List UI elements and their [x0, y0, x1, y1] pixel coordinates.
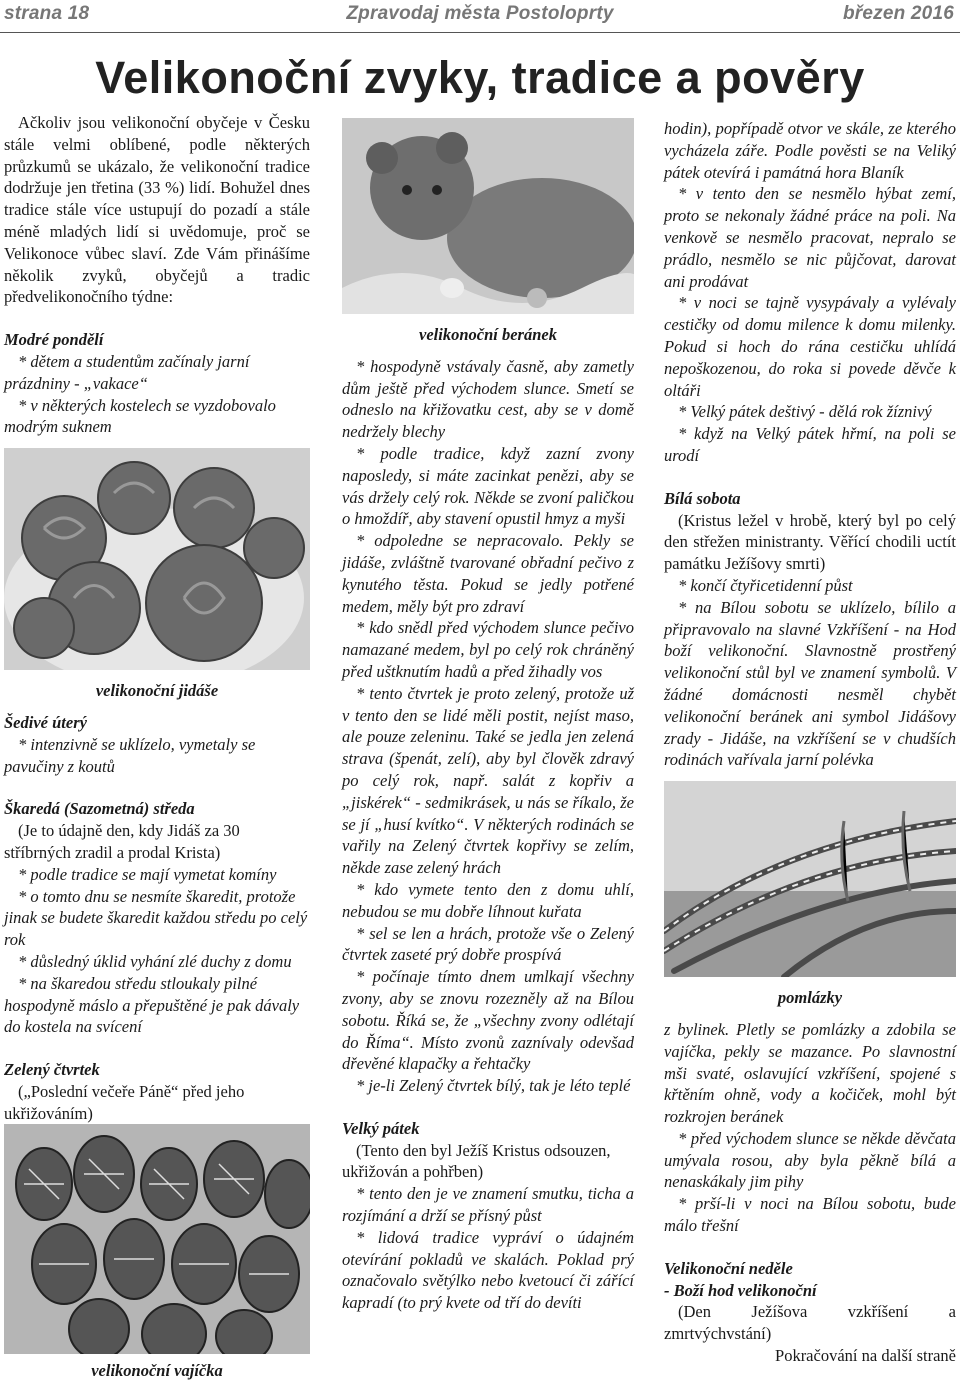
thursday-heading: Zelený čtvrtek: [4, 1060, 100, 1080]
article-title: Velikonoční zvyky, tradice a pověry: [95, 52, 865, 103]
continued-note: Pokračování na další straně: [775, 1346, 956, 1366]
friday-item: * tento den je ve znamení smutku, ticha a rozjímání a drží se přísný půst: [342, 1184, 634, 1226]
lamb-image: [342, 118, 634, 314]
friday-continued: hodin), popřípadě otvor ve skále, ze kterého vycházela záře. Podle pověsti se na Veliký pátek otevírá i památná hora Blaník: [664, 119, 956, 182]
thursday-item: * hospodyně vstávaly časně, aby zametly dům ještě před východem slunce. Smetí se odneslo na křižovatku cest, aby se v domě nedržely blechy: [342, 356, 634, 442]
thursday-note: („Poslední večeře Páně“ před jeho ukřižováním): [4, 1081, 245, 1123]
pomlazky-photo: [664, 781, 956, 977]
page-header: [0, 0, 960, 33]
friday-item: * když na Velký pátek hřmí, na poli se urodí: [664, 424, 956, 465]
saturday-item: * prší-li v noci na Bílou sobotu, bude málo třešní: [664, 1194, 956, 1236]
sunday-heading: Velikonoční neděle: [664, 1258, 793, 1278]
wednesday-heading: Škaredá (Sazometná) středa: [4, 799, 195, 819]
thursday-item: * podle tradice, když zazní zvony naposledy, si máte zacinkat penězi, aby se vás držely celý rok. Někde se zvoní paličkou o hmoždíř, aby stavení opustil hmyz a myši: [342, 443, 634, 529]
friday-item: * lidová tradice vypráví o údajném otevírání pokladů ve skalách. Poklad prý označovalo světýlko nebo kvetoucí či zářící kapradí (to prý kvete od tří do devíti: [342, 1227, 634, 1313]
friday-note: (Tento den byl Ježíš Kristus odsouzen, ukřižován a pohřben): [342, 1140, 611, 1182]
lamb-photo: [342, 118, 634, 314]
eggs-photo: [4, 1124, 310, 1354]
sunday-subheading: - Boží hod velikonoční: [664, 1280, 817, 1300]
jidase-image: [4, 448, 310, 670]
wednesday-note: (Je to údajně den, kdy Jidáš za 30 stříbrných zradil a prodal Krista): [4, 821, 240, 862]
jidase-caption: velikonoční jidáše: [95, 681, 219, 701]
tuesday-item: * intenzivně se uklízelo, vymetaly se pavučiny z koutů: [4, 734, 256, 776]
pomlazky-caption: pomlázky: [777, 988, 843, 1008]
thursday-item: * sel se len a hrách, protože vše o Zelený čtvrtek zaseté prý dobře prospívá: [342, 923, 634, 965]
eggs-caption: velikonoční vajíčka: [91, 1361, 223, 1380]
publication-name: Zpravodaj města Postoloprty: [346, 3, 614, 24]
eggs-image: [4, 1124, 310, 1354]
page-number: strana 18: [4, 3, 90, 24]
thursday-item: * tento čtvrtek je proto zelený, protože už v tento den se lidé měli postit, nejíst maso, ale pouze zeleninu. Také se jedla jen zelená strava (špenát, zelí), aby byl člověk zdravý po celý rok, např. salát z kopřiv a „jiskérek“ - sedmikrásek, u nás se říkalo, že se jí „husí kvítko“. V některých rodinách se vařily na Zelený čtvrtek kopřivy se zelím, někde zase zelený hrách: [342, 683, 634, 878]
monday-item: * v některých kostelech se vyzdobovalo modrým suknem: [4, 395, 276, 437]
lamb-caption: velikonoční beránek: [419, 325, 557, 344]
thursday-item: * počínaje tímto dnem umlkají všechny zvony, aby se znovu rozezněly až na Bílou sobotu. Říká se, že „všechny zvony odlétají do Říma“. Místo zvonů zaznívaly odevšad dřevěné klapačky a řehtačky: [342, 967, 634, 1074]
intro-paragraph: Ačkoliv jsou velikonoční obyčeje v Česku stále velmi oblíbené, podle některých průzkumů se ukázalo, že velikonoční tradice dodržuje jen třetina (33 %) lidí. Bohužel dnes tradice stále více ustupují do pozadí a stále méně mladých lidí si uvědomuje, proč se Velikonoce vůbec slaví. Zde Vám přinášíme několik zvyků, obyčejů a tradic předvelikonočního týdne:: [4, 113, 310, 307]
wednesday-item: * podle tradice se mají vymetat komíny: [18, 864, 277, 884]
tuesday-heading: Šedivé úterý: [4, 712, 87, 732]
saturday-item: * končí čtyřicetidenní půst: [678, 575, 853, 595]
friday-heading: Velký pátek: [342, 1118, 420, 1138]
column-1: [4, 112, 310, 1125]
thursday-item: * je-li Zelený čtvrtek bílý, tak je léto teplé: [356, 1076, 631, 1096]
monday-heading: Modré pondělí: [4, 330, 104, 350]
issue-date: březen 2016: [843, 3, 954, 24]
saturday-item: * na Bílou sobotu se uklízelo, bílilo a připravovalo na slavné Vzkříšení - na Hod boží velikonoční. Slavnostně prostřený velikonoční stůl byl ve znamení symbolů. V žádné domácnosti nesměl chybět velikonoční beránek ani symbol Jidášovy zrady - Jidáše, na vzkříšení se v chudších rodinách vařívala jarní polévka: [664, 597, 956, 770]
saturday-heading: Bílá sobota: [664, 488, 741, 508]
wednesday-item: * o tomto dnu se nesmíte škaredit, protože jinak se budete škaredit každou středu po celý rok: [4, 886, 308, 950]
column-2: [342, 118, 634, 1314]
saturday-note: (Kristus ležel v hrobě, který byl po celý den střežen ministranty. Věřící chodili uctít památku Ježíšovy smrti): [664, 510, 956, 574]
saturday-continued: z bylinek. Pletly se pomlázky a zdobila se vajíčka, pekly se mazance. Po slavnostní mši svaté, oslavující vzkříšení, spojené s křtěním ohně, vody a kočiček, mohl být rozkrojen beránek: [664, 1019, 956, 1127]
friday-item: * Velký pátek deštivý - dělá rok žíznivý: [678, 402, 932, 422]
pomlazky-image: [664, 781, 956, 977]
friday-item: * v noci se tajně vysypávaly a vylévaly cestičky od domu milence k domu milenky. Pokud si hoch do rána cestičku uhlídá nepoškozenou, do roka si povede děvče k oltáři: [664, 293, 956, 400]
thursday-item: * kdo vymete tento den z domu uhlí, nebudou se mu dobře líhnout kuřata: [342, 879, 634, 921]
jidase-photo: [4, 448, 310, 670]
thursday-item: * kdo snědl před východem slunce pečivo namazané medem, byl po celý rok chráněný před uštknutím hadů a před žihadly vos: [342, 618, 634, 681]
friday-item: * v tento den se nesmělo hýbat zemí, proto se nekonaly žádné práce na poli. Na venkově se nesmělo pracovat, nepralo se prádlo, nesmělo se nic půjčovat, darovat ani prodávat: [664, 184, 956, 291]
wednesday-item: * důsledný úklid vyhání zlé duchy z domu: [18, 951, 292, 971]
monday-item: * dětem a studentům začínaly jarní prázdniny - „vakace“: [4, 351, 250, 393]
wednesday-item: * na škaredou středu stloukaly pilné hospodyně máslo a přepuštěné je pak dávaly do kostela na svícení: [4, 973, 300, 1037]
sunday-note: (Den Ježíšova vzkříšení a zmrtvýchvstání): [664, 1302, 956, 1344]
saturday-item: * před východem slunce se někde děvčata umývala rosou, aby byla pěkně bílá a nenaskákaly jim pihy: [664, 1128, 956, 1192]
thursday-item: * odpoledne se nepracovalo. Pekly se jidáše, zvláštně tvarované obřadní pečivo z kynutého těsta. Pokud se jedly potřené medem, měly být pro zdraví: [342, 531, 634, 616]
column-3: [664, 118, 956, 1367]
